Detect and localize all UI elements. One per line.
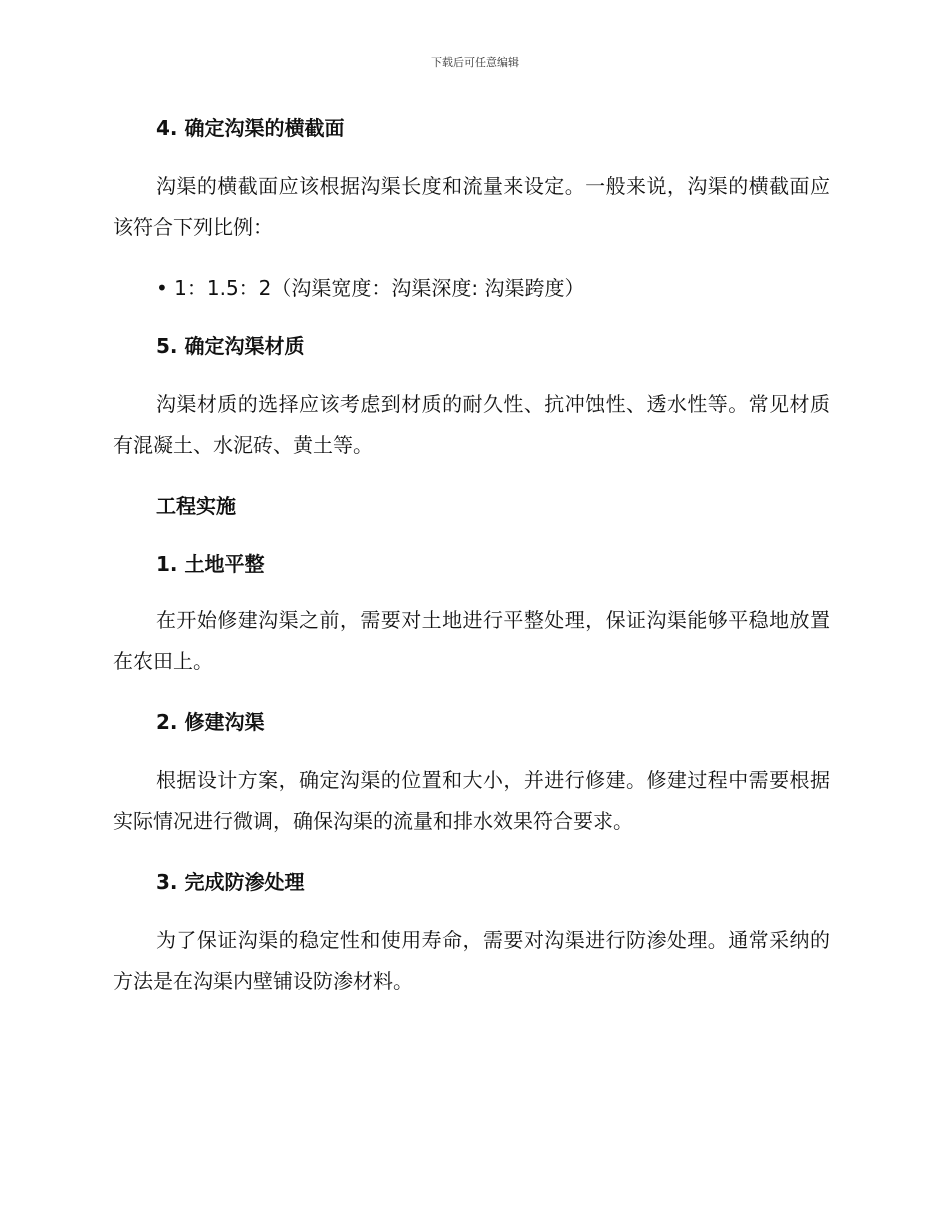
paragraph-build-ditch: 根据设计方案，确定沟渠的位置和大小，并进行修建。修建过程中需要根据实际情况进行微调，确保沟渠的流量和排水效果符合要求。 xyxy=(113,768,830,833)
section-heading-1: 1. 土地平整 xyxy=(156,552,265,576)
paragraph-cross-section: 沟渠的横截面应该根据沟渠长度和流量来设定。一般来说，沟渠的横截面应该符合下列比例： xyxy=(113,174,830,239)
paragraph-seepage: 为了保证沟渠的稳定性和使用寿命，需要对沟渠进行防渗处理。通常采纳的方法是在沟渠内壁铺设防渗材料。 xyxy=(113,928,830,993)
section-heading-implementation: 工程实施 xyxy=(156,494,236,518)
header-note: 下载后可任意编辑 xyxy=(431,56,519,69)
section-heading-5: 5. 确定沟渠材质 xyxy=(156,334,305,358)
paragraph-material: 沟渠材质的选择应该考虑到材质的耐久性、抗冲蚀性、透水性等。常见材质有混凝土、水泥砖、黄土等。 xyxy=(113,392,830,457)
section-heading-3: 3. 完成防渗处理 xyxy=(156,870,305,894)
paragraph-land-leveling: 在开始修建沟渠之前，需要对土地进行平整处理，保证沟渠能够平稳地放置在农田上。 xyxy=(113,608,830,673)
section-heading-2: 2. 修建沟渠 xyxy=(156,710,265,734)
section-heading-4: 4. 确定沟渠的横截面 xyxy=(156,116,345,140)
bullet-ratio: • 1：1.5：2（沟渠宽度：沟渠深度: 沟渠跨度） xyxy=(156,276,585,300)
